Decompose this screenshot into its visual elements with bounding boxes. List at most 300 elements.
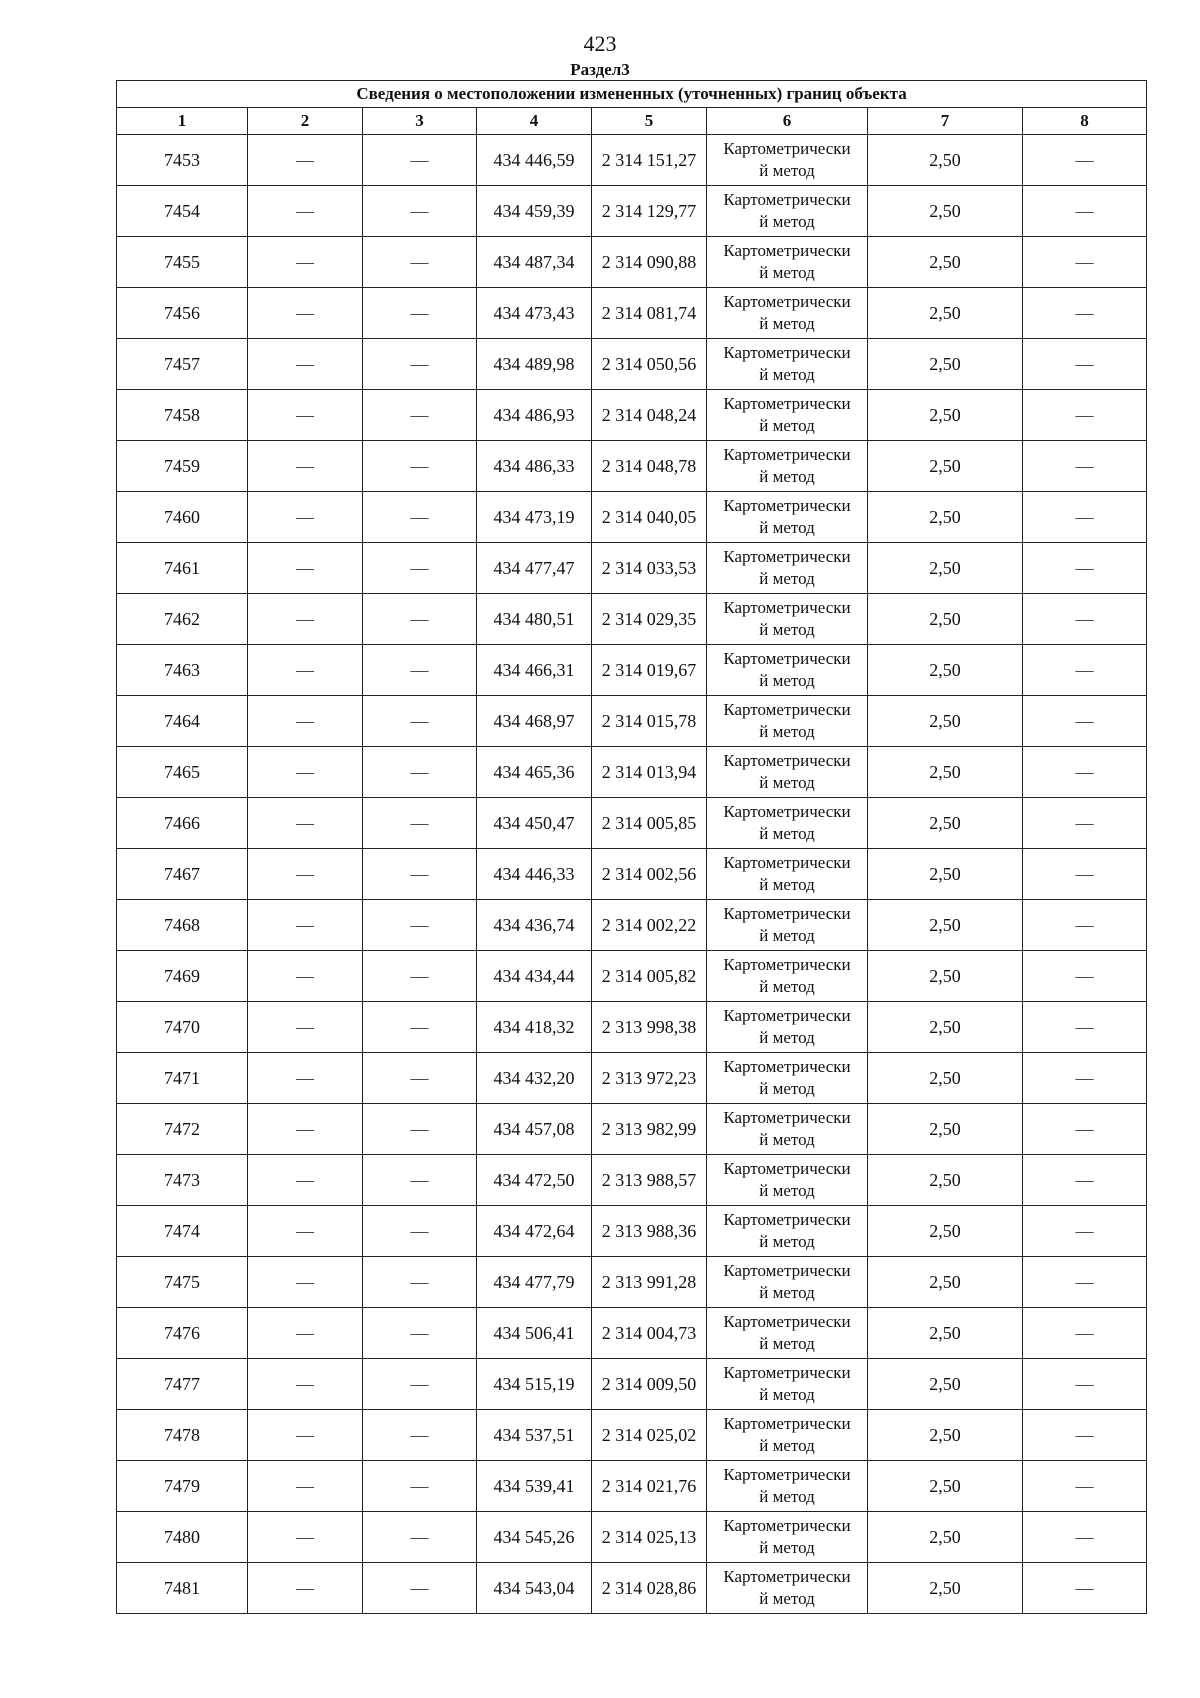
empty-cell: — (1023, 186, 1147, 237)
method-line: Картометрически (723, 139, 851, 158)
empty-cell: — (363, 1104, 477, 1155)
x-coordinate-cell: 434 477,47 (477, 543, 592, 594)
empty-cell: — (1023, 1257, 1147, 1308)
empty-cell: — (248, 492, 363, 543)
x-coordinate-cell: 434 450,47 (477, 798, 592, 849)
method-cell (707, 1206, 868, 1257)
method-line: й метод (759, 1436, 815, 1455)
accuracy-cell: 2,50 (868, 1563, 1023, 1614)
point-number-cell: 7457 (117, 339, 248, 390)
method-cell (707, 492, 868, 543)
empty-cell: — (1023, 1512, 1147, 1563)
point-number-cell: 7478 (117, 1410, 248, 1461)
method-line: й метод (759, 722, 815, 741)
y-coordinate-cell: 2 314 048,78 (592, 441, 707, 492)
y-coordinate-cell: 2 314 025,02 (592, 1410, 707, 1461)
empty-cell: — (1023, 1155, 1147, 1206)
empty-cell: — (1023, 441, 1147, 492)
empty-cell: — (1023, 288, 1147, 339)
x-coordinate-cell: 434 466,31 (477, 645, 592, 696)
accuracy-cell: 2,50 (868, 1359, 1023, 1410)
point-number-cell: 7460 (117, 492, 248, 543)
x-coordinate-cell: 434 465,36 (477, 747, 592, 798)
y-coordinate-cell: 2 313 988,36 (592, 1206, 707, 1257)
table-row (117, 237, 1147, 288)
point-number-cell: 7480 (117, 1512, 248, 1563)
method-line: й метод (759, 1079, 815, 1098)
method-line: й метод (759, 518, 815, 537)
method-line: Картометрически (723, 853, 851, 872)
method-cell (707, 1257, 868, 1308)
empty-cell: — (1023, 543, 1147, 594)
empty-cell: — (248, 339, 363, 390)
method-cell (707, 441, 868, 492)
column-header-row (117, 108, 1147, 135)
method-line: Картометрически (723, 1312, 851, 1331)
point-number-cell: 7477 (117, 1359, 248, 1410)
table-row (117, 1002, 1147, 1053)
accuracy-cell: 2,50 (868, 798, 1023, 849)
method-line: й метод (759, 620, 815, 639)
table-row (117, 1512, 1147, 1563)
x-coordinate-cell: 434 473,43 (477, 288, 592, 339)
x-coordinate-cell: 434 446,59 (477, 135, 592, 186)
empty-cell: — (363, 1512, 477, 1563)
point-number-cell: 7475 (117, 1257, 248, 1308)
empty-cell: — (363, 849, 477, 900)
empty-cell: — (248, 1155, 363, 1206)
empty-cell: — (363, 237, 477, 288)
x-coordinate-cell: 434 506,41 (477, 1308, 592, 1359)
method-line: й метод (759, 467, 815, 486)
y-coordinate-cell: 2 313 982,99 (592, 1104, 707, 1155)
x-coordinate-cell: 434 436,74 (477, 900, 592, 951)
method-cell (707, 951, 868, 1002)
empty-cell: — (363, 1206, 477, 1257)
method-line: Картометрически (723, 1363, 851, 1382)
method-cell (707, 747, 868, 798)
empty-cell: — (1023, 747, 1147, 798)
point-number-cell: 7459 (117, 441, 248, 492)
method-line: Картометрически (723, 445, 851, 464)
point-number-cell: 7465 (117, 747, 248, 798)
table-body (117, 135, 1147, 1614)
method-line: й метод (759, 1589, 815, 1608)
table-row (117, 1410, 1147, 1461)
empty-cell: — (248, 1461, 363, 1512)
accuracy-cell: 2,50 (868, 1053, 1023, 1104)
point-number-cell: 7458 (117, 390, 248, 441)
point-number-cell: 7466 (117, 798, 248, 849)
method-cell (707, 696, 868, 747)
column-header: 8 (1023, 108, 1147, 135)
method-cell (707, 135, 868, 186)
empty-cell: — (363, 696, 477, 747)
x-coordinate-cell: 434 472,50 (477, 1155, 592, 1206)
table-row (117, 1206, 1147, 1257)
method-cell (707, 645, 868, 696)
y-coordinate-cell: 2 314 129,77 (592, 186, 707, 237)
method-cell (707, 1563, 868, 1614)
point-number-cell: 7463 (117, 645, 248, 696)
point-number-cell: 7473 (117, 1155, 248, 1206)
method-line: й метод (759, 263, 815, 282)
method-line: Картометрически (723, 751, 851, 770)
method-line: Картометрически (723, 394, 851, 413)
empty-cell: — (363, 1410, 477, 1461)
method-line: Картометрически (723, 1261, 851, 1280)
point-number-cell: 7476 (117, 1308, 248, 1359)
y-coordinate-cell: 2 314 050,56 (592, 339, 707, 390)
method-cell (707, 1053, 868, 1104)
empty-cell: — (363, 1461, 477, 1512)
accuracy-cell: 2,50 (868, 1512, 1023, 1563)
accuracy-cell: 2,50 (868, 1257, 1023, 1308)
x-coordinate-cell: 434 434,44 (477, 951, 592, 1002)
empty-cell: — (248, 1563, 363, 1614)
table-row (117, 1461, 1147, 1512)
empty-cell: — (1023, 951, 1147, 1002)
method-cell (707, 1461, 868, 1512)
empty-cell: — (1023, 237, 1147, 288)
column-header: 7 (868, 108, 1023, 135)
table-row (117, 1308, 1147, 1359)
y-coordinate-cell: 2 314 040,05 (592, 492, 707, 543)
empty-cell: — (1023, 645, 1147, 696)
method-line: й метод (759, 161, 815, 180)
point-number-cell: 7471 (117, 1053, 248, 1104)
empty-cell: — (363, 645, 477, 696)
section-title: Раздел3 (570, 60, 630, 79)
empty-cell: — (248, 1308, 363, 1359)
empty-cell: — (1023, 1461, 1147, 1512)
y-coordinate-cell: 2 314 015,78 (592, 696, 707, 747)
y-coordinate-cell: 2 314 002,22 (592, 900, 707, 951)
method-cell (707, 900, 868, 951)
page-number: 423 (583, 31, 617, 56)
accuracy-cell: 2,50 (868, 543, 1023, 594)
method-line: й метод (759, 1538, 815, 1557)
empty-cell: — (248, 441, 363, 492)
method-line: й метод (759, 1385, 815, 1404)
column-header: 3 (363, 108, 477, 135)
method-line: й метод (759, 1028, 815, 1047)
y-coordinate-cell: 2 314 028,86 (592, 1563, 707, 1614)
x-coordinate-cell: 434 480,51 (477, 594, 592, 645)
method-line: Картометрически (723, 1057, 851, 1076)
empty-cell: — (1023, 900, 1147, 951)
method-line: Картометрически (723, 955, 851, 974)
y-coordinate-cell: 2 314 004,73 (592, 1308, 707, 1359)
table-row (117, 798, 1147, 849)
table-row (117, 288, 1147, 339)
x-coordinate-cell: 434 432,20 (477, 1053, 592, 1104)
table-row (117, 1257, 1147, 1308)
empty-cell: — (363, 1257, 477, 1308)
method-line: й метод (759, 773, 815, 792)
method-line: й метод (759, 1334, 815, 1353)
table-row (117, 186, 1147, 237)
empty-cell: — (248, 594, 363, 645)
accuracy-cell: 2,50 (868, 390, 1023, 441)
empty-cell: — (363, 492, 477, 543)
method-cell (707, 543, 868, 594)
empty-cell: — (1023, 492, 1147, 543)
method-cell (707, 1104, 868, 1155)
accuracy-cell: 2,50 (868, 951, 1023, 1002)
empty-cell: — (1023, 1104, 1147, 1155)
method-line: Картометрически (723, 802, 851, 821)
accuracy-cell: 2,50 (868, 1308, 1023, 1359)
method-cell (707, 237, 868, 288)
x-coordinate-cell: 434 543,04 (477, 1563, 592, 1614)
empty-cell: — (1023, 1053, 1147, 1104)
x-coordinate-cell: 434 468,97 (477, 696, 592, 747)
table-row (117, 1053, 1147, 1104)
method-line: Картометрически (723, 1414, 851, 1433)
method-line: Картометрически (723, 649, 851, 668)
method-line: Картометрически (723, 598, 851, 617)
column-header: 4 (477, 108, 592, 135)
empty-cell: — (1023, 390, 1147, 441)
point-number-cell: 7464 (117, 696, 248, 747)
table-row (117, 1359, 1147, 1410)
point-number-cell: 7455 (117, 237, 248, 288)
method-line: й метод (759, 1130, 815, 1149)
method-line: Картометрически (723, 1465, 851, 1484)
y-coordinate-cell: 2 314 021,76 (592, 1461, 707, 1512)
y-coordinate-cell: 2 314 025,13 (592, 1512, 707, 1563)
column-header: 2 (248, 108, 363, 135)
y-coordinate-cell: 2 314 005,82 (592, 951, 707, 1002)
y-coordinate-cell: 2 314 029,35 (592, 594, 707, 645)
x-coordinate-cell: 434 486,93 (477, 390, 592, 441)
y-coordinate-cell: 2 313 988,57 (592, 1155, 707, 1206)
column-header: 5 (592, 108, 707, 135)
table-row (117, 696, 1147, 747)
empty-cell: — (363, 951, 477, 1002)
method-line: й метод (759, 416, 815, 435)
empty-cell: — (1023, 1308, 1147, 1359)
table-row (117, 594, 1147, 645)
accuracy-cell: 2,50 (868, 1155, 1023, 1206)
accuracy-cell: 2,50 (868, 1410, 1023, 1461)
empty-cell: — (248, 1206, 363, 1257)
empty-cell: — (1023, 696, 1147, 747)
empty-cell: — (1023, 594, 1147, 645)
point-number-cell: 7479 (117, 1461, 248, 1512)
y-coordinate-cell: 2 313 972,23 (592, 1053, 707, 1104)
method-line: й метод (759, 926, 815, 945)
method-cell (707, 849, 868, 900)
empty-cell: — (248, 696, 363, 747)
empty-cell: — (248, 747, 363, 798)
empty-cell: — (363, 1308, 477, 1359)
y-coordinate-cell: 2 314 013,94 (592, 747, 707, 798)
table-row (117, 339, 1147, 390)
method-line: й метод (759, 824, 815, 843)
accuracy-cell: 2,50 (868, 339, 1023, 390)
method-line: Картометрически (723, 700, 851, 719)
x-coordinate-cell: 434 515,19 (477, 1359, 592, 1410)
empty-cell: — (248, 543, 363, 594)
empty-cell: — (248, 1257, 363, 1308)
accuracy-cell: 2,50 (868, 1461, 1023, 1512)
method-line: й метод (759, 1232, 815, 1251)
x-coordinate-cell: 434 472,64 (477, 1206, 592, 1257)
empty-cell: — (1023, 135, 1147, 186)
y-coordinate-cell: 2 314 090,88 (592, 237, 707, 288)
empty-cell: — (248, 849, 363, 900)
empty-cell: — (248, 1359, 363, 1410)
empty-cell: — (363, 288, 477, 339)
point-number-cell: 7456 (117, 288, 248, 339)
empty-cell: — (248, 186, 363, 237)
method-line: Картометрически (723, 1516, 851, 1535)
empty-cell: — (248, 237, 363, 288)
x-coordinate-cell: 434 459,39 (477, 186, 592, 237)
method-line: Картометрически (723, 904, 851, 923)
method-line: Картометрически (723, 547, 851, 566)
table-row (117, 645, 1147, 696)
accuracy-cell: 2,50 (868, 747, 1023, 798)
empty-cell: — (1023, 798, 1147, 849)
empty-cell: — (1023, 339, 1147, 390)
empty-cell: — (1023, 1359, 1147, 1410)
method-cell (707, 1410, 868, 1461)
empty-cell: — (248, 1053, 363, 1104)
x-coordinate-cell: 434 473,19 (477, 492, 592, 543)
empty-cell: — (363, 594, 477, 645)
method-cell (707, 1308, 868, 1359)
empty-cell: — (1023, 1563, 1147, 1614)
y-coordinate-cell: 2 313 991,28 (592, 1257, 707, 1308)
method-cell (707, 390, 868, 441)
table-row (117, 951, 1147, 1002)
method-cell (707, 1155, 868, 1206)
method-line: й метод (759, 671, 815, 690)
empty-cell: — (248, 1410, 363, 1461)
method-line: й метод (759, 365, 815, 384)
empty-cell: — (363, 798, 477, 849)
x-coordinate-cell: 434 487,34 (477, 237, 592, 288)
empty-cell: — (1023, 849, 1147, 900)
empty-cell: — (363, 900, 477, 951)
method-cell (707, 288, 868, 339)
method-line: й метод (759, 1487, 815, 1506)
x-coordinate-cell: 434 539,41 (477, 1461, 592, 1512)
column-header: 1 (117, 108, 248, 135)
empty-cell: — (248, 900, 363, 951)
table-title: Сведения о местоположении измененных (уточненных) границ объекта (117, 81, 1147, 108)
empty-cell: — (248, 390, 363, 441)
table-row (117, 441, 1147, 492)
method-cell (707, 1002, 868, 1053)
method-line: Картометрически (723, 1006, 851, 1025)
table-row (117, 747, 1147, 798)
point-number-cell: 7461 (117, 543, 248, 594)
x-coordinate-cell: 434 457,08 (477, 1104, 592, 1155)
accuracy-cell: 2,50 (868, 900, 1023, 951)
method-line: Картометрически (723, 1210, 851, 1229)
empty-cell: — (248, 288, 363, 339)
empty-cell: — (363, 186, 477, 237)
empty-cell: — (363, 441, 477, 492)
method-line: й метод (759, 875, 815, 894)
method-cell (707, 594, 868, 645)
empty-cell: — (248, 1002, 363, 1053)
empty-cell: — (248, 1512, 363, 1563)
x-coordinate-cell: 434 418,32 (477, 1002, 592, 1053)
table-row (117, 135, 1147, 186)
accuracy-cell: 2,50 (868, 186, 1023, 237)
coordinates-table (116, 80, 1147, 1614)
point-number-cell: 7470 (117, 1002, 248, 1053)
accuracy-cell: 2,50 (868, 441, 1023, 492)
point-number-cell: 7468 (117, 900, 248, 951)
empty-cell: — (248, 645, 363, 696)
point-number-cell: 7467 (117, 849, 248, 900)
point-number-cell: 7454 (117, 186, 248, 237)
method-line: Картометрически (723, 343, 851, 362)
method-line: й метод (759, 977, 815, 996)
table-row (117, 1155, 1147, 1206)
accuracy-cell: 2,50 (868, 1206, 1023, 1257)
method-line: Картометрически (723, 190, 851, 209)
method-cell (707, 339, 868, 390)
method-line: Картометрически (723, 241, 851, 260)
y-coordinate-cell: 2 314 033,53 (592, 543, 707, 594)
empty-cell: — (248, 798, 363, 849)
empty-cell: — (363, 747, 477, 798)
method-cell (707, 798, 868, 849)
y-coordinate-cell: 2 314 048,24 (592, 390, 707, 441)
accuracy-cell: 2,50 (868, 1104, 1023, 1155)
y-coordinate-cell: 2 314 151,27 (592, 135, 707, 186)
empty-cell: — (363, 390, 477, 441)
point-number-cell: 7453 (117, 135, 248, 186)
empty-cell: — (363, 543, 477, 594)
column-header: 6 (707, 108, 868, 135)
empty-cell: — (363, 339, 477, 390)
method-cell (707, 1512, 868, 1563)
method-line: Картометрически (723, 1159, 851, 1178)
accuracy-cell: 2,50 (868, 849, 1023, 900)
method-line: Картометрически (723, 496, 851, 515)
point-number-cell: 7481 (117, 1563, 248, 1614)
method-line: й метод (759, 1283, 815, 1302)
empty-cell: — (1023, 1410, 1147, 1461)
method-line: Картометрически (723, 1567, 851, 1586)
method-cell (707, 186, 868, 237)
point-number-cell: 7469 (117, 951, 248, 1002)
method-line: й метод (759, 569, 815, 588)
method-line: Картометрически (723, 1108, 851, 1127)
point-number-cell: 7474 (117, 1206, 248, 1257)
empty-cell: — (248, 951, 363, 1002)
method-line: й метод (759, 314, 815, 333)
table-row (117, 492, 1147, 543)
y-coordinate-cell: 2 314 002,56 (592, 849, 707, 900)
empty-cell: — (363, 1002, 477, 1053)
table-row (117, 543, 1147, 594)
accuracy-cell: 2,50 (868, 288, 1023, 339)
table-row (117, 900, 1147, 951)
empty-cell: — (363, 1359, 477, 1410)
y-coordinate-cell: 2 314 005,85 (592, 798, 707, 849)
accuracy-cell: 2,50 (868, 1002, 1023, 1053)
y-coordinate-cell: 2 314 019,67 (592, 645, 707, 696)
